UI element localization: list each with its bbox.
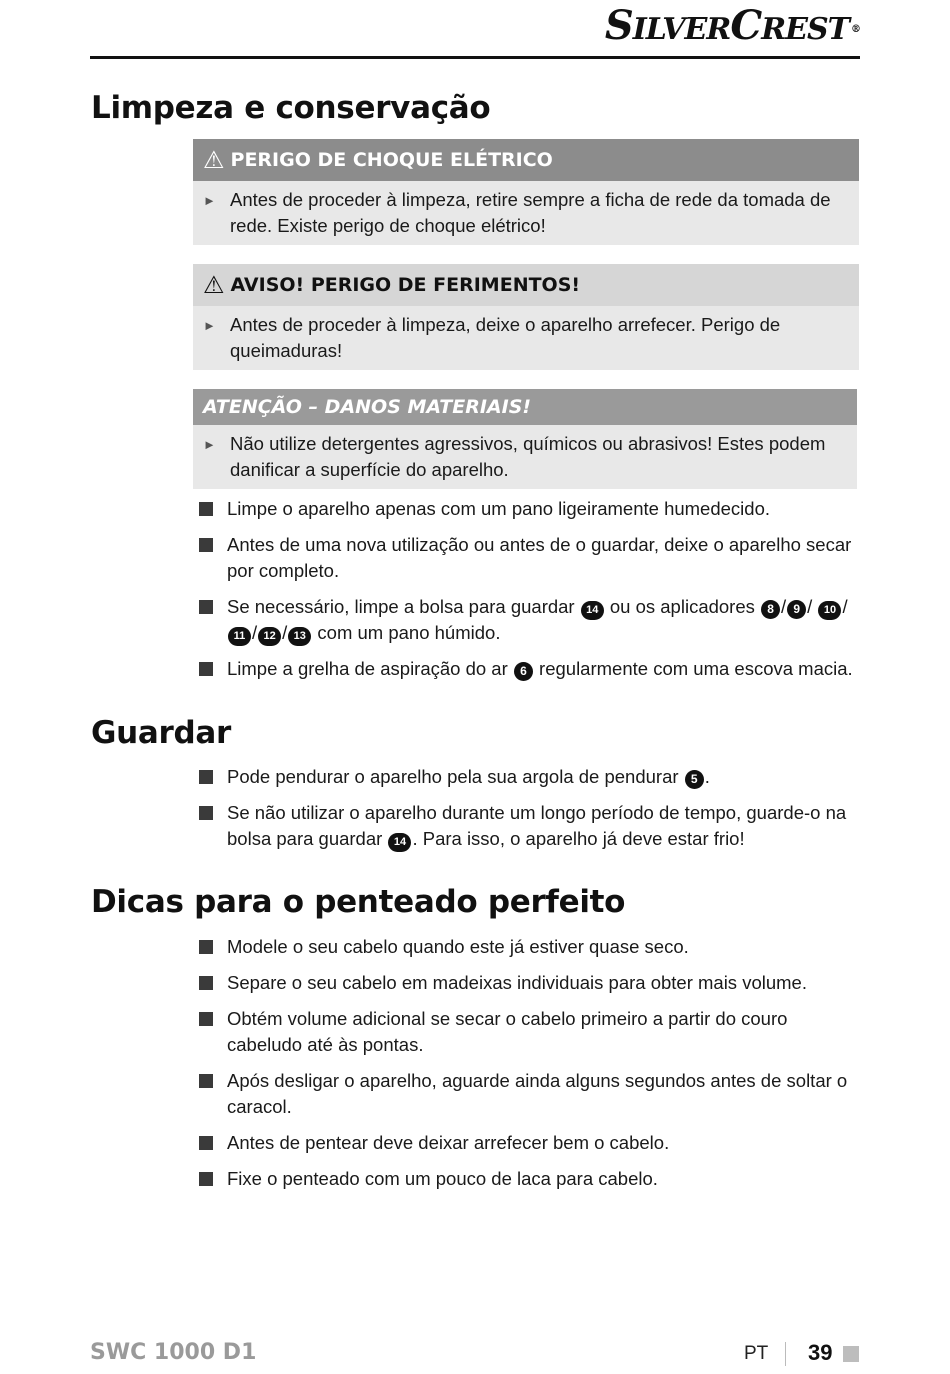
section-title-cleaning: Limpeza e conservação [91, 90, 491, 126]
list-item: Separe o seu cabelo em madeixas individuais para obter mais volume. [199, 970, 864, 996]
footer-square-icon [843, 1346, 859, 1362]
list-item: Limpe a grelha de aspiração do ar 6 regularmente com uma escova macia. [199, 656, 864, 682]
arrow-right-icon: ► [203, 193, 216, 208]
footer-language: PT [744, 1343, 769, 1364]
list-item: Modele o seu cabelo quando este já estiver quase seco. [199, 934, 864, 960]
warning-body: ► Antes de proceder à limpeza, deixe o aparelho arrefecer. Perigo de queimaduras! [193, 306, 859, 370]
warning-box-material-damage [193, 389, 857, 489]
list-item: Antes de pentear deve deixar arrefecer bem o cabelo. [199, 1130, 864, 1156]
bullet-square-icon [199, 600, 213, 614]
tips-list [199, 934, 864, 1202]
section-title-tips: Dicas para o penteado perfeito [91, 884, 626, 920]
list-item: Se necessário, limpe a bolsa para guardar 14 ou os aplicadores 8 / 9 / 10 /11 / 12 / 13 com um pano húmido. [199, 594, 864, 646]
bullet-square-icon [199, 502, 213, 516]
bullet-square-icon [199, 1172, 213, 1186]
warning-triangle-icon: ⚠ [203, 146, 225, 174]
warning-header: ⚠ AVISO! PERIGO DE FERIMENTOS! [193, 264, 859, 306]
storage-list [199, 764, 864, 862]
section-title-storage: Guardar [91, 715, 232, 751]
warning-triangle-icon: ⚠ [203, 271, 225, 299]
footer-model: SWC 1000 D1 [90, 1340, 257, 1365]
ref-number: 14 [388, 833, 411, 852]
list-item: Se não utilizar o aparelho durante um longo período de tempo, guarde-o na bolsa para guardar 14 . Para isso, o aparelho já deve estar frio! [199, 800, 864, 852]
list-item: Pode pendurar o aparelho pela sua argola de pendurar 5 . [199, 764, 864, 790]
arrow-right-icon: ► [203, 318, 216, 333]
warning-header: ATENÇÃO – DANOS MATERIAIS! [193, 389, 857, 425]
warning-body: ► Antes de proceder à limpeza, retire sempre a ficha de rede da tomada de rede. Existe perigo de choque elétrico! [193, 181, 859, 245]
bullet-square-icon [199, 806, 213, 820]
list-item: Antes de uma nova utilização ou antes de o guardar, deixe o aparelho secar por completo. [199, 532, 864, 584]
ref-number: 10 [818, 601, 841, 620]
bullet-square-icon [199, 770, 213, 784]
ref-number: 5 [685, 770, 704, 789]
bullet-square-icon [199, 1136, 213, 1150]
ref-number: 9 [787, 600, 806, 619]
bullet-square-icon [199, 1012, 213, 1026]
page-number: 39 [808, 1340, 833, 1365]
warning-box-injury [193, 264, 859, 370]
bullet-square-icon [199, 662, 213, 676]
ref-number: 6 [514, 662, 533, 681]
warning-body: ► Não utilize detergentes agressivos, químicos ou abrasivos! Estes podem danificar a superfície do aparelho. [193, 425, 857, 489]
ref-number: 14 [581, 601, 604, 620]
bullet-square-icon [199, 976, 213, 990]
brand-logo: SILVERCREST ® [604, 2, 860, 49]
warning-header: ⚠ PERIGO DE CHOQUE ELÉTRICO [193, 139, 859, 181]
ref-number: 13 [288, 627, 311, 646]
bullet-square-icon [199, 538, 213, 552]
ref-number: 8 [761, 600, 780, 619]
cleaning-list [199, 496, 864, 692]
warning-box-electric-shock [193, 139, 859, 245]
bullet-square-icon [199, 940, 213, 954]
list-item: Limpe o aparelho apenas com um pano ligeiramente humedecido. [199, 496, 864, 522]
ref-number: 11 [228, 627, 251, 646]
header-rule [90, 56, 860, 59]
list-item: Após desligar o aparelho, aguarde ainda alguns segundos antes de soltar o caracol. [199, 1068, 864, 1120]
arrow-right-icon: ► [203, 437, 216, 452]
list-item: Obtém volume adicional se secar o cabelo primeiro a partir do couro cabeludo até às pontas. [199, 1006, 864, 1058]
list-item: Fixe o penteado com um pouco de laca para cabelo. [199, 1166, 864, 1192]
footer-divider [785, 1342, 786, 1366]
bullet-square-icon [199, 1074, 213, 1088]
ref-number: 12 [258, 627, 281, 646]
